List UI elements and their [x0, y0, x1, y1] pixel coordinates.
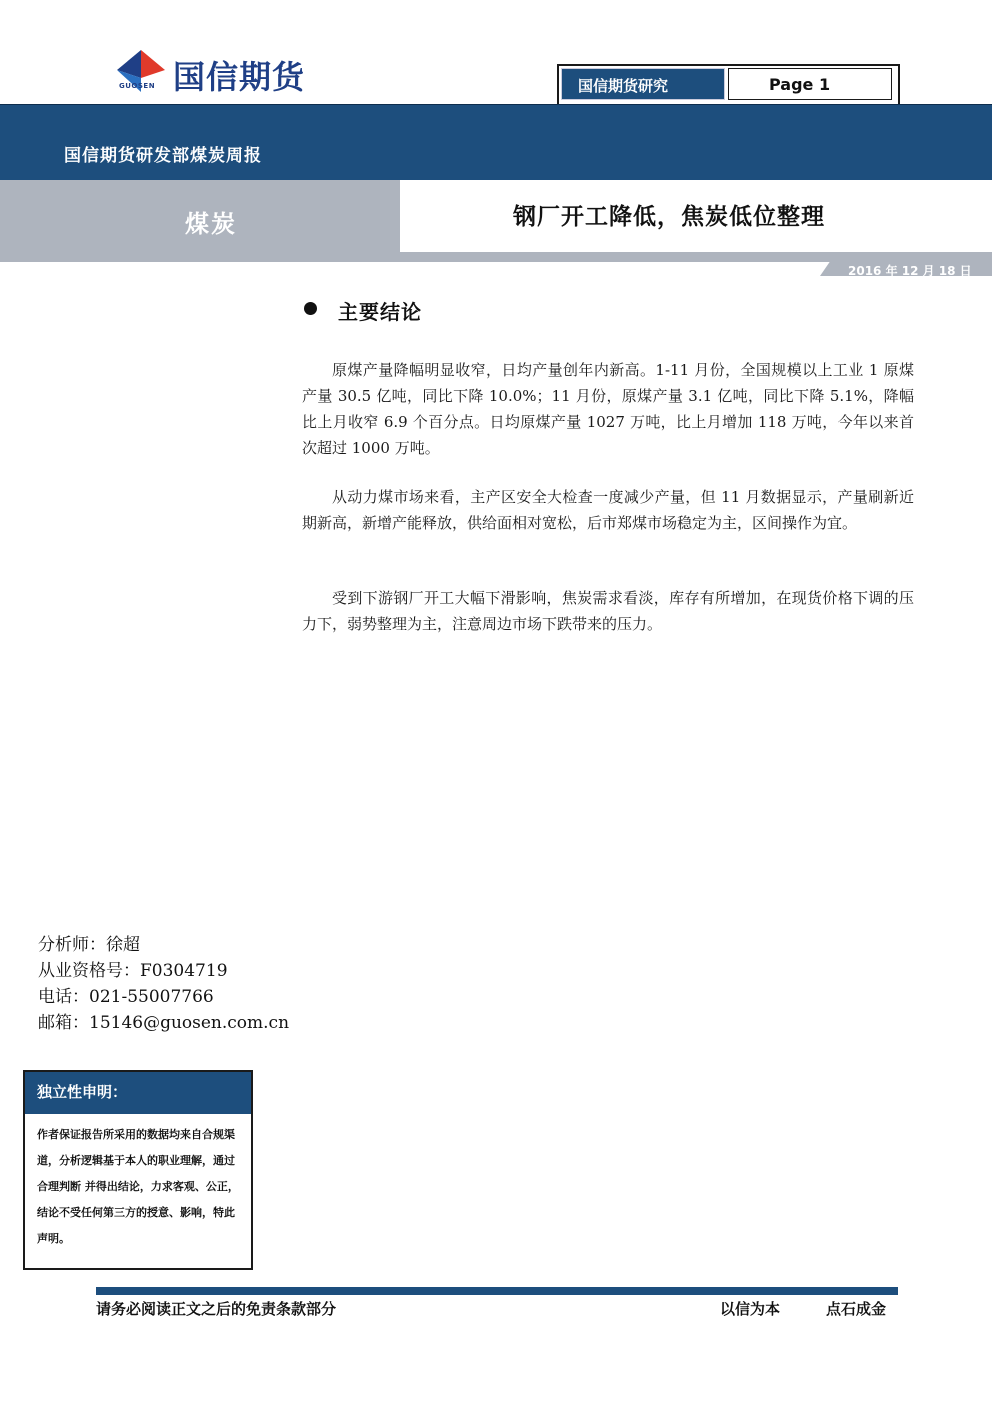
conclusion-paragraph: 从动力煤市场来看，主产区安全大检查一度减少产量，但 11 月数据显示，产量刷新近期新高，新增产能释放，供给面相对宽松，后市郑煤市场稳定为主，区间操作为宜。 [302, 488, 914, 532]
report-title: 国信期货研发部煤炭周报 [64, 146, 262, 166]
analyst-license: 从业资格号：F0304719 [38, 961, 228, 981]
section-label-block [0, 180, 400, 252]
conclusion-paragraph: 受到下游钢厂开工大幅下滑影响，焦炭需求看淡，库存有所增加，在现货价格下调的压力下，弱势整理为主，注意周边市场下跌带来的压力。 [302, 589, 914, 633]
page-number: Page 1 [728, 68, 892, 100]
section-label: 煤炭 [185, 210, 237, 238]
independence-statement-box [23, 1070, 253, 1270]
footer-disclaimer-note: 请务必阅读正文之后的免责条款部分 [96, 1300, 337, 1318]
analyst-email: 邮箱：15146@guosen.com.cn [38, 1013, 290, 1033]
report-title-band [0, 104, 992, 182]
analyst-phone: 电话：021-55007766 [38, 987, 214, 1007]
headline: 钢厂开工降低，焦炭低位整理 [513, 204, 825, 230]
footer-slogan-1: 以信为本 [720, 1300, 781, 1318]
analyst-name: 分析师：徐超 [38, 935, 140, 955]
header-box-label: 国信期货研究 [561, 68, 725, 100]
header-box [557, 64, 900, 108]
logo-subtext: GUOSEN [119, 82, 156, 90]
independence-statement-text: 作者保证报告所采用的数据均来自合规渠道，分析逻辑基于本人的职业理解，通过合理判断 并得出结论，力求客观、公正，结论不受任何第三方的授意、影响，特此声明。 [37, 1128, 239, 1245]
independence-statement-title: 独立性申明： [25, 1072, 251, 1114]
bullet-icon [304, 302, 317, 315]
report-date: 2016 年 12 月 18 日 [848, 264, 972, 278]
conclusion-paragraph: 原煤产量降幅明显收窄，日均产量创年内新高。1-11 月份，全国规模以上工业 1 原煤产量 30.5 亿吨，同比下降 10.0%；11 月份，原煤产量 3.1 亿吨，同比下降 5.1%，降幅比上月收窄 6.9 个百分点。日均原煤产量 1027 万吨，比上月增加 118 万吨，今年以来首次超过 1000 万吨。 [302, 361, 914, 457]
footer-slogan-2: 点石成金 [826, 1300, 887, 1318]
footer-rule [96, 1287, 898, 1295]
headline-block [400, 180, 992, 252]
logo-name: 国信期货 [173, 58, 306, 96]
main-conclusions-heading: 主要结论 [338, 300, 422, 324]
company-logo [115, 48, 355, 94]
